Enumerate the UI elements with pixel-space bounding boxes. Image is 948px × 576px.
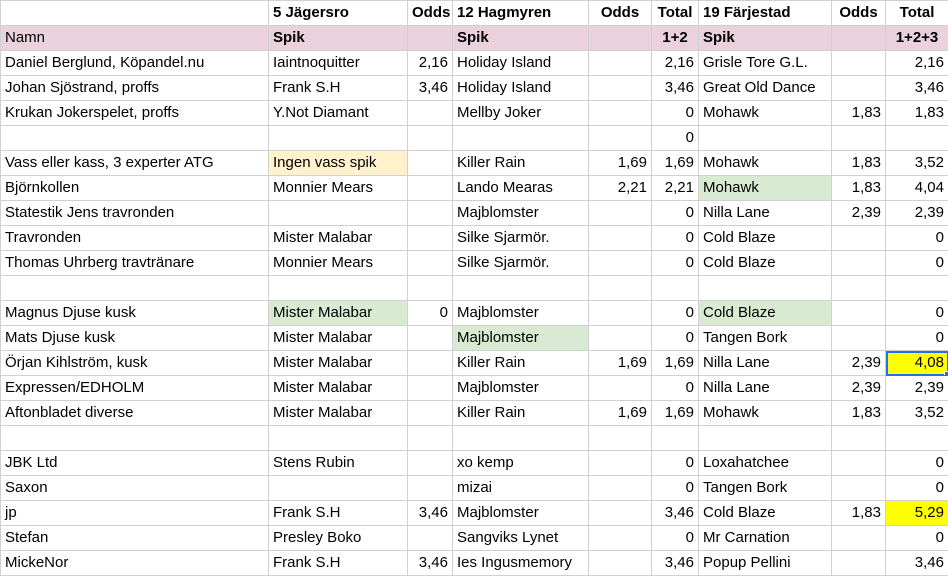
race3-odds-cell[interactable]: 1,83 xyxy=(832,101,886,126)
total12-cell[interactable]: 1,69 xyxy=(652,401,699,426)
race1-horse-cell[interactable]: Mister Malabar xyxy=(269,326,408,351)
race3-horse-cell[interactable]: Cold Blaze xyxy=(699,251,832,276)
race2-horse-cell[interactable]: Holiday Island xyxy=(453,51,589,76)
name-cell[interactable]: Björnkollen xyxy=(1,176,269,201)
name-cell[interactable]: Expressen/EDHOLM xyxy=(1,376,269,401)
race2-horse-cell[interactable]: Lando Mearas xyxy=(453,176,589,201)
header-odds2[interactable]: Odds xyxy=(589,1,652,26)
name-cell[interactable]: JBK Ltd xyxy=(1,451,269,476)
race3-odds-cell[interactable]: 2,39 xyxy=(832,201,886,226)
table-row xyxy=(1,526,948,551)
race3-odds-cell[interactable] xyxy=(832,51,886,76)
total123-cell[interactable]: 0 xyxy=(886,301,948,326)
table-row xyxy=(1,176,948,201)
race3-odds-cell[interactable]: 1,83 xyxy=(832,151,886,176)
race1-horse-cell[interactable]: Frank S.H xyxy=(269,551,408,576)
name-cell[interactable]: jp xyxy=(1,501,269,526)
race3-horse-cell[interactable]: Tangen Bork xyxy=(699,326,832,351)
race2-horse-cell[interactable] xyxy=(453,276,589,301)
table-row xyxy=(1,76,948,101)
race1-odds-cell[interactable] xyxy=(408,176,453,201)
race1-horse-cell[interactable]: Y.Not Diamant xyxy=(269,101,408,126)
table-row xyxy=(1,501,948,526)
race3-horse-cell[interactable]: Mohawk xyxy=(699,151,832,176)
race2-odds-cell[interactable] xyxy=(589,101,652,126)
race3-horse-cell[interactable] xyxy=(699,276,832,301)
total123-cell[interactable]: 3,52 xyxy=(886,151,948,176)
name-cell[interactable]: Mats Djuse kusk xyxy=(1,326,269,351)
race1-odds-cell[interactable] xyxy=(408,151,453,176)
header-odds1[interactable]: Odds xyxy=(408,1,453,26)
total123-cell[interactable]: 4,08 xyxy=(886,351,948,376)
race1-odds-cell[interactable] xyxy=(408,251,453,276)
subheader-blank3[interactable] xyxy=(832,26,886,51)
race1-horse-cell[interactable]: Stens Rubin xyxy=(269,451,408,476)
race2-odds-cell[interactable]: 2,21 xyxy=(589,176,652,201)
race1-odds-cell[interactable] xyxy=(408,526,453,551)
race3-odds-cell[interactable] xyxy=(832,476,886,501)
name-cell[interactable]: Johan Sjöstrand, proffs xyxy=(1,76,269,101)
race3-horse-cell[interactable]: Great Old Dance xyxy=(699,76,832,101)
table-row xyxy=(1,151,948,176)
race3-odds-cell[interactable] xyxy=(832,526,886,551)
total123-cell[interactable]: 3,46 xyxy=(886,551,948,576)
race1-horse-cell[interactable]: Presley Boko xyxy=(269,526,408,551)
total12-cell[interactable]: 3,46 xyxy=(652,551,699,576)
race2-odds-cell[interactable] xyxy=(589,301,652,326)
race2-horse-cell[interactable]: Majblomster xyxy=(453,201,589,226)
race2-horse-cell[interactable]: Majblomster xyxy=(453,376,589,401)
race1-odds-cell[interactable]: 3,46 xyxy=(408,76,453,101)
total123-cell[interactable]: 0 xyxy=(886,476,948,501)
total123-cell[interactable]: 4,04 xyxy=(886,176,948,201)
race2-odds-cell[interactable] xyxy=(589,326,652,351)
race3-odds-cell[interactable] xyxy=(832,426,886,451)
race1-odds-cell[interactable] xyxy=(408,101,453,126)
total12-cell[interactable]: 0 xyxy=(652,201,699,226)
table-row xyxy=(1,201,948,226)
race2-horse-cell[interactable]: mizai xyxy=(453,476,589,501)
subheader-total123[interactable]: 1+2+3 xyxy=(886,26,948,51)
name-cell[interactable]: Vass eller kass, 3 experter ATG xyxy=(1,151,269,176)
race2-horse-cell[interactable]: Sangviks Lynet xyxy=(453,526,589,551)
race2-horse-cell[interactable]: Ies Ingusmemory xyxy=(453,551,589,576)
total12-cell[interactable]: 0 xyxy=(652,376,699,401)
race1-odds-cell[interactable]: 2,16 xyxy=(408,51,453,76)
race1-odds-cell[interactable] xyxy=(408,201,453,226)
total12-cell[interactable]: 2,16 xyxy=(652,51,699,76)
race3-odds-cell[interactable] xyxy=(832,551,886,576)
race1-odds-cell[interactable] xyxy=(408,401,453,426)
table-row xyxy=(1,351,948,376)
race3-horse-cell[interactable]: Mohawk xyxy=(699,401,832,426)
subheader-spik3[interactable]: Spik xyxy=(699,26,832,51)
total12-cell[interactable]: 0 xyxy=(652,101,699,126)
total12-cell[interactable]: 0 xyxy=(652,526,699,551)
race1-odds-cell[interactable] xyxy=(408,476,453,501)
table-row xyxy=(1,226,948,251)
race3-odds-cell[interactable]: 2,39 xyxy=(832,351,886,376)
race2-odds-cell[interactable] xyxy=(589,451,652,476)
total12-cell[interactable]: 0 xyxy=(652,126,699,151)
total123-cell[interactable]: 0 xyxy=(886,451,948,476)
total12-cell[interactable]: 0 xyxy=(652,251,699,276)
total12-cell[interactable]: 0 xyxy=(652,226,699,251)
race3-horse-cell[interactable]: Cold Blaze xyxy=(699,501,832,526)
race1-horse-cell[interactable]: Mister Malabar xyxy=(269,376,408,401)
race2-horse-cell[interactable]: Killer Rain xyxy=(453,151,589,176)
total123-cell[interactable]: 0 xyxy=(886,326,948,351)
race2-horse-cell[interactable]: Holiday Island xyxy=(453,76,589,101)
race2-odds-cell[interactable] xyxy=(589,426,652,451)
table-row xyxy=(1,301,948,326)
table-row xyxy=(1,376,948,401)
race3-horse-cell[interactable]: Cold Blaze xyxy=(699,226,832,251)
race1-odds-cell[interactable] xyxy=(408,451,453,476)
race2-odds-cell[interactable] xyxy=(589,226,652,251)
race1-horse-cell[interactable]: Frank S.H xyxy=(269,501,408,526)
subheader-blank2[interactable] xyxy=(589,26,652,51)
name-cell[interactable]: Stefan xyxy=(1,526,269,551)
race3-horse-cell[interactable]: Nilla Lane xyxy=(699,201,832,226)
race2-horse-cell[interactable] xyxy=(453,426,589,451)
subheader-blank1[interactable] xyxy=(408,26,453,51)
subheader-spik2[interactable]: Spik xyxy=(453,26,589,51)
race1-horse-cell[interactable]: Monnier Mears xyxy=(269,176,408,201)
race3-horse-cell[interactable]: Grisle Tore G.L. xyxy=(699,51,832,76)
race3-horse-cell[interactable] xyxy=(699,126,832,151)
total123-cell[interactable]: 2,16 xyxy=(886,51,948,76)
race3-odds-cell[interactable] xyxy=(832,76,886,101)
race3-odds-cell[interactable] xyxy=(832,301,886,326)
total12-cell[interactable]: 3,46 xyxy=(652,76,699,101)
race2-odds-cell[interactable] xyxy=(589,201,652,226)
subheader-total12[interactable]: 1+2 xyxy=(652,26,699,51)
total123-cell[interactable]: 0 xyxy=(886,251,948,276)
total12-cell[interactable]: 1,69 xyxy=(652,351,699,376)
total123-cell[interactable]: 0 xyxy=(886,526,948,551)
race1-horse-cell[interactable]: Mister Malabar xyxy=(269,401,408,426)
selection-fill-handle[interactable] xyxy=(944,371,948,376)
total123-cell[interactable]: 3,46 xyxy=(886,76,948,101)
race1-horse-cell[interactable]: Frank S.H xyxy=(269,76,408,101)
race3-horse-cell[interactable]: Nilla Lane xyxy=(699,351,832,376)
race2-odds-cell[interactable] xyxy=(589,276,652,301)
race1-horse-cell[interactable]: Mister Malabar xyxy=(269,301,408,326)
race3-odds-cell[interactable] xyxy=(832,326,886,351)
table-row xyxy=(1,101,948,126)
race1-odds-cell[interactable]: 3,46 xyxy=(408,551,453,576)
name-cell[interactable]: Saxon xyxy=(1,476,269,501)
race2-horse-cell[interactable]: Majblomster xyxy=(453,501,589,526)
total123-cell[interactable]: 5,29 xyxy=(886,501,948,526)
total123-cell[interactable]: 1,83 xyxy=(886,101,948,126)
race3-horse-cell[interactable]: Mohawk xyxy=(699,176,832,201)
header-race1[interactable]: 5 Jägersro xyxy=(269,1,408,26)
name-cell[interactable]: Aftonbladet diverse xyxy=(1,401,269,426)
race1-horse-cell[interactable] xyxy=(269,476,408,501)
table-row xyxy=(1,476,948,501)
race1-odds-cell[interactable]: 3,46 xyxy=(408,501,453,526)
race1-odds-cell[interactable] xyxy=(408,326,453,351)
total12-cell[interactable]: 2,21 xyxy=(652,176,699,201)
subheader-name[interactable]: Namn xyxy=(1,26,269,51)
race1-horse-cell[interactable] xyxy=(269,426,408,451)
race1-horse-cell[interactable]: Mister Malabar xyxy=(269,351,408,376)
race1-horse-cell[interactable] xyxy=(269,201,408,226)
total12-cell[interactable]: 0 xyxy=(652,451,699,476)
subheader-spik1[interactable]: Spik xyxy=(269,26,408,51)
name-cell[interactable]: Statestik Jens travronden xyxy=(1,201,269,226)
name-cell[interactable]: Daniel Berglund, Köpandel.nu xyxy=(1,51,269,76)
race3-horse-cell[interactable]: Mohawk xyxy=(699,101,832,126)
race3-horse-cell[interactable]: Nilla Lane xyxy=(699,376,832,401)
race2-odds-cell[interactable] xyxy=(589,551,652,576)
race2-horse-cell[interactable]: Majblomster xyxy=(453,326,589,351)
race3-odds-cell[interactable]: 2,39 xyxy=(832,376,886,401)
table-row xyxy=(1,276,948,301)
race3-odds-cell[interactable]: 1,83 xyxy=(832,401,886,426)
race3-horse-cell[interactable]: Loxahatchee xyxy=(699,451,832,476)
race1-horse-cell[interactable] xyxy=(269,126,408,151)
name-cell[interactable]: Örjan Kihlström, kusk xyxy=(1,351,269,376)
race2-horse-cell[interactable]: xo kemp xyxy=(453,451,589,476)
race3-odds-cell[interactable] xyxy=(832,251,886,276)
header-race3[interactable]: 19 Färjestad xyxy=(699,1,832,26)
name-cell[interactable]: Travronden xyxy=(1,226,269,251)
race3-odds-cell[interactable] xyxy=(832,226,886,251)
header-odds3[interactable]: Odds xyxy=(832,1,886,26)
total123-cell[interactable] xyxy=(886,426,948,451)
race1-odds-cell[interactable] xyxy=(408,376,453,401)
table-row xyxy=(1,251,948,276)
name-cell[interactable] xyxy=(1,276,269,301)
race1-odds-cell[interactable] xyxy=(408,351,453,376)
race2-odds-cell[interactable] xyxy=(589,476,652,501)
header-race2[interactable]: 12 Hagmyren xyxy=(453,1,589,26)
race3-odds-cell[interactable]: 1,83 xyxy=(832,176,886,201)
race2-horse-cell[interactable]: Killer Rain xyxy=(453,351,589,376)
header-row xyxy=(1,1,948,26)
table-row xyxy=(1,451,948,476)
race3-odds-cell[interactable] xyxy=(832,451,886,476)
total12-cell[interactable]: 1,69 xyxy=(652,151,699,176)
table-row xyxy=(1,51,948,76)
table-row xyxy=(1,551,948,576)
race1-odds-cell[interactable] xyxy=(408,126,453,151)
name-cell[interactable] xyxy=(1,126,269,151)
race3-odds-cell[interactable]: 1,83 xyxy=(832,501,886,526)
race2-odds-cell[interactable] xyxy=(589,526,652,551)
race2-odds-cell[interactable] xyxy=(589,376,652,401)
race1-horse-cell[interactable] xyxy=(269,276,408,301)
table-row xyxy=(1,426,948,451)
race3-horse-cell[interactable]: Tangen Bork xyxy=(699,476,832,501)
race2-horse-cell[interactable]: Mellby Joker xyxy=(453,101,589,126)
race2-odds-cell[interactable]: 1,69 xyxy=(589,151,652,176)
race3-horse-cell[interactable]: Cold Blaze xyxy=(699,301,832,326)
name-cell[interactable] xyxy=(1,426,269,451)
total123-cell[interactable] xyxy=(886,126,948,151)
total12-cell[interactable]: 3,46 xyxy=(652,501,699,526)
race2-horse-cell[interactable]: Killer Rain xyxy=(453,401,589,426)
race3-odds-cell[interactable] xyxy=(832,276,886,301)
race3-horse-cell[interactable]: Popup Pellini xyxy=(699,551,832,576)
race2-horse-cell[interactable]: Majblomster xyxy=(453,301,589,326)
race1-horse-cell[interactable]: Mister Malabar xyxy=(269,226,408,251)
table-row xyxy=(1,401,948,426)
race2-odds-cell[interactable] xyxy=(589,251,652,276)
total123-cell[interactable]: 3,52 xyxy=(886,401,948,426)
race2-odds-cell[interactable] xyxy=(589,126,652,151)
subheader-row xyxy=(1,26,948,51)
race1-odds-cell[interactable]: 0 xyxy=(408,301,453,326)
header-total2[interactable]: Total xyxy=(652,1,699,26)
race2-odds-cell[interactable]: 1,69 xyxy=(589,401,652,426)
race1-odds-cell[interactable] xyxy=(408,276,453,301)
race2-odds-cell[interactable] xyxy=(589,501,652,526)
total12-cell[interactable] xyxy=(652,426,699,451)
race2-horse-cell[interactable] xyxy=(453,126,589,151)
race2-odds-cell[interactable]: 1,69 xyxy=(589,351,652,376)
race2-horse-cell[interactable]: Silke Sjarmör. xyxy=(453,251,589,276)
name-cell[interactable]: Krukan Jokerspelet, proffs xyxy=(1,101,269,126)
race2-odds-cell[interactable] xyxy=(589,51,652,76)
total12-cell[interactable]: 0 xyxy=(652,476,699,501)
race1-horse-cell[interactable]: Iaintnoquitter xyxy=(269,51,408,76)
header-total3[interactable]: Total xyxy=(886,1,948,26)
table-row xyxy=(1,326,948,351)
total123-cell[interactable] xyxy=(886,276,948,301)
name-cell[interactable]: Magnus Djuse kusk xyxy=(1,301,269,326)
race3-horse-cell[interactable]: Mr Carnation xyxy=(699,526,832,551)
total12-cell[interactable] xyxy=(652,276,699,301)
header-cell-blank[interactable] xyxy=(1,1,269,26)
race1-horse-cell[interactable]: Ingen vass spik xyxy=(269,151,408,176)
race2-odds-cell[interactable] xyxy=(589,76,652,101)
total123-cell[interactable]: 2,39 xyxy=(886,376,948,401)
table-row xyxy=(1,126,948,151)
name-cell[interactable]: Thomas Uhrberg travtränare xyxy=(1,251,269,276)
race1-odds-cell[interactable] xyxy=(408,226,453,251)
race3-horse-cell[interactable] xyxy=(699,426,832,451)
total123-cell[interactable]: 0 xyxy=(886,226,948,251)
total12-cell[interactable]: 0 xyxy=(652,301,699,326)
total123-cell[interactable]: 2,39 xyxy=(886,201,948,226)
race2-horse-cell[interactable]: Silke Sjarmör. xyxy=(453,226,589,251)
name-cell[interactable]: MickeNor xyxy=(1,551,269,576)
race1-horse-cell[interactable]: Monnier Mears xyxy=(269,251,408,276)
race1-odds-cell[interactable] xyxy=(408,426,453,451)
total12-cell[interactable]: 0 xyxy=(652,326,699,351)
race3-odds-cell[interactable] xyxy=(832,126,886,151)
